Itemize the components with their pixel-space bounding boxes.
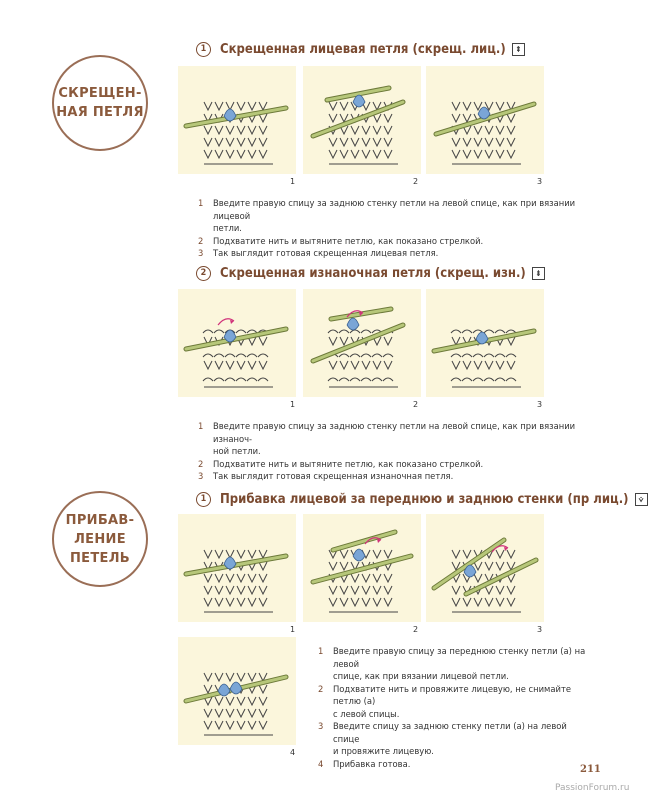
side-label-increase [52,491,148,587]
figure-number: 3 [537,625,543,634]
instruction-step [318,683,590,721]
instruction-step [198,420,590,458]
figure-number: 3 [537,400,543,409]
section-heading-knit-twisted [196,42,525,57]
step-text: Подхватите нить и вытяните петлю, как показано стрелкой. [213,235,484,246]
step-line: петли. [213,223,242,233]
section-title: Скрещенная лицевая петля (скрещ. лиц.) [220,42,506,57]
stitch-symbol-icon: ⩒ [635,493,648,506]
knitting-illustration [178,66,296,174]
step-number: 1 [198,421,204,431]
figure-number: 1 [290,177,296,186]
knitting-illustration [426,514,544,622]
knitting-illustration [303,66,421,174]
figure-number: 1 [290,400,296,409]
step-text [213,197,590,235]
stitch-symbol-icon: ⇞ [512,43,525,56]
section-number: 1 [196,42,211,57]
side-label-line: ПРИБАВ- [65,512,135,528]
side-label-line: НАЯ ПЕТЛЯ [56,105,144,120]
side-label-twisted-stitch [52,55,148,151]
side-label-line: ЛЕНИЕ [74,531,126,547]
section-number: 2 [196,266,211,281]
figure-number: 3 [537,177,543,186]
section-number: 1 [196,492,211,507]
illustration-panel [426,66,544,174]
step-number: 1 [318,646,324,656]
instruction-step [318,758,590,771]
instruction-step [318,645,590,683]
figure-number: 2 [413,400,419,409]
instruction-step [198,235,590,248]
step-line: спице, как при вязании лицевой петли. [333,671,509,681]
section-heading-purl-twisted [196,266,545,281]
step-line: ной петли. [213,446,261,456]
step-text [213,420,590,458]
step-number: 2 [318,683,324,694]
illustration-panel [178,66,296,174]
illustration-panel [178,289,296,397]
step-text: Прибавка готова. [333,758,411,769]
illustration-panel [303,66,421,174]
illustration-panel [303,289,421,397]
illustration-panel [178,637,296,745]
step-text [333,645,590,683]
watermark: PassionForum.ru [555,783,630,793]
step-number: 2 [198,235,204,246]
illustration-panel [426,514,544,622]
instruction-step [198,247,590,260]
knitting-illustration [426,66,544,174]
instruction-list [198,420,590,483]
step-number: 4 [318,758,324,769]
step-line: Введите правую спицу за заднюю стенку петли на левой спице, как при вязании изнаноч- [213,421,576,444]
knitting-illustration [303,514,421,622]
step-line: и провяжите лицевую. [333,746,434,756]
illustration-panel [178,514,296,622]
knitting-illustration [178,637,296,745]
instruction-step [198,458,590,471]
step-number: 3 [318,721,324,731]
figure-number: 4 [290,748,296,757]
figure-number: 2 [413,177,419,186]
step-text: Так выглядит готовая скрещенная изнаночная петля. [213,471,454,481]
step-text [333,720,590,758]
instruction-step [198,197,590,235]
illustration-panel [303,514,421,622]
step-line: Введите спицу за заднюю стенку петли (а) на левой спице [333,721,567,744]
section-title: Скрещенная изнаночная петля (скрещ. изн.) [220,266,526,281]
step-number: 1 [198,198,204,208]
knitting-illustration [303,289,421,397]
illustration-panel [426,289,544,397]
step-number: 3 [198,471,204,481]
knitting-illustration [178,514,296,622]
instruction-step [318,720,590,758]
step-number: 2 [198,458,204,469]
side-label-line: ПЕТЕЛЬ [69,550,130,566]
stitch-symbol-icon: ⇟ [532,267,545,280]
step-line: Подхватите нить и провяжите лицевую, не снимайте петлю (а) [333,683,571,706]
step-number: 3 [198,248,204,258]
step-text: Подхватите нить и вытяните петлю, как показано стрелкой. [213,458,484,469]
section-title: Прибавка лицевой за переднюю и заднюю стенки (пр лиц.) [220,492,629,507]
instruction-step [198,470,590,483]
knitting-illustration [426,289,544,397]
step-line: Введите правую спицу за переднюю стенку петли (а) на левой [333,646,586,669]
figure-number: 2 [413,625,419,634]
side-label-line: СКРЕЩЕН- [58,86,142,101]
page-number: 211 [580,764,601,775]
step-line: Введите правую спицу за заднюю стенку петли на левой спице, как при вязании лицевой [213,198,576,221]
instruction-list [318,645,590,770]
step-text [333,683,590,721]
figure-number: 1 [290,625,296,634]
instruction-list [198,197,590,260]
step-text: Так выглядит готовая скрещенная лицевая петля. [213,248,439,258]
section-heading-increase [196,492,648,507]
knitting-illustration [178,289,296,397]
step-line: с левой спицы. [333,708,400,719]
